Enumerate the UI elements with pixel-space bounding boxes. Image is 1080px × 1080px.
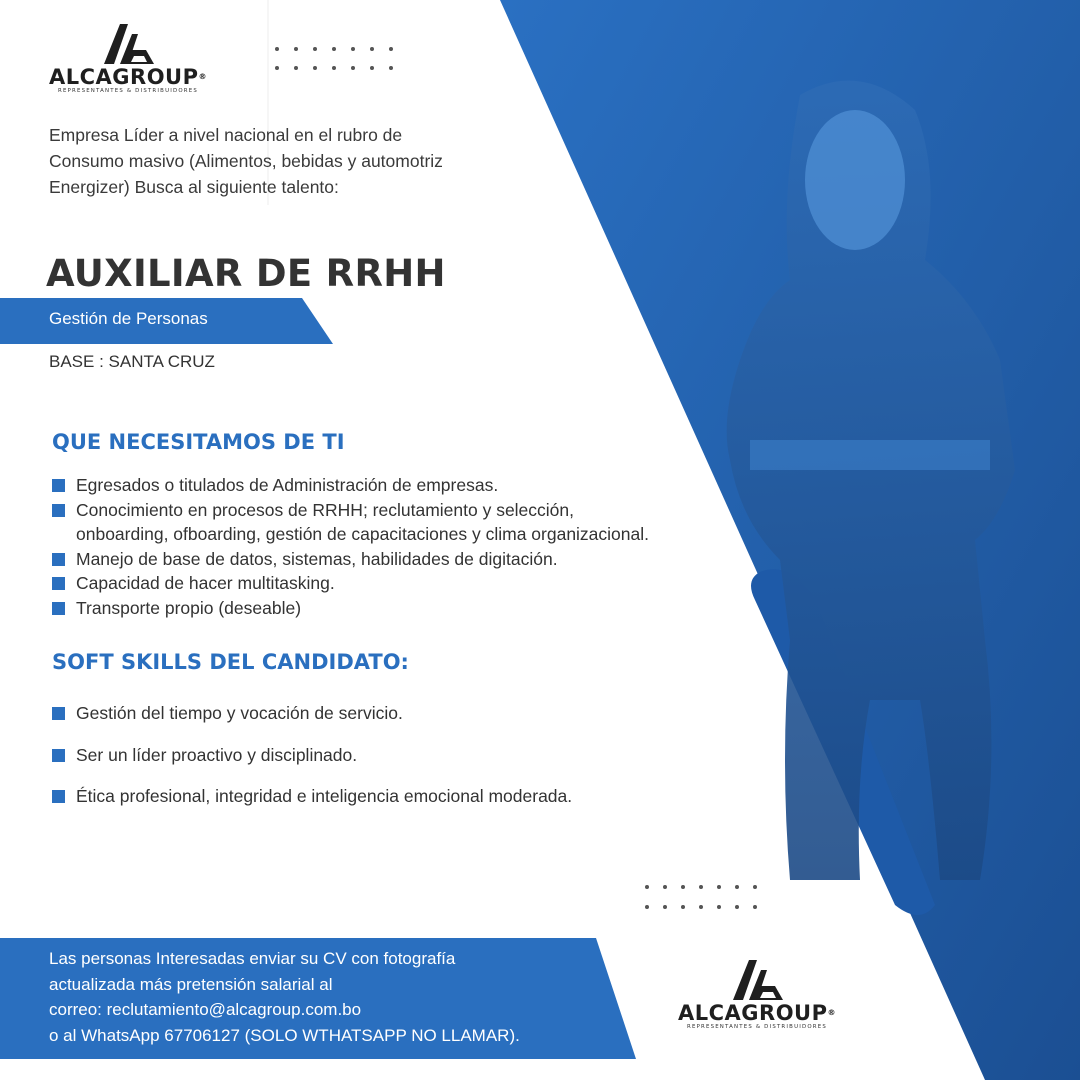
job-area: Gestión de Personas: [49, 309, 208, 328]
list-item: Conocimiento en procesos de RRHH; reclutamiento y selección, onboarding, ofboarding, gestión de capacitaciones y clima organizacional.: [52, 498, 752, 547]
bullet-square: [52, 479, 65, 492]
bullet-square: [52, 707, 65, 720]
dot-pattern-top: [275, 47, 393, 70]
footer-line: actualizada más pretensión salarial al: [49, 974, 333, 994]
alcagroup-logo-icon: [98, 20, 158, 66]
soft-skills-list: [52, 701, 752, 826]
intro-line: Energizer) Busca al siguiente talento:: [49, 177, 339, 197]
logo-top: [38, 20, 218, 94]
bullet-square: [52, 790, 65, 803]
logo-tagline: REPRESENTANTES & DISTRIBUIDORES: [687, 1024, 827, 1030]
bullet-square: [52, 749, 65, 762]
requirements-heading: QUE NECESITAMOS DE TI: [52, 430, 345, 454]
bullet-square: [52, 504, 65, 517]
footer-whatsapp: o al WhatsApp 67706127 (SOLO WTHATSAPP NO LLAMAR).: [49, 1025, 520, 1045]
logo-name: ALCAGROUP®: [677, 1001, 836, 1025]
intro-line: Empresa Líder a nivel nacional en el rubro de: [49, 125, 403, 145]
intro-line: Consumo masivo (Alimentos, bebidas y automotriz: [49, 151, 443, 171]
application-instructions: [49, 946, 609, 1048]
bullet-square: [52, 553, 65, 566]
logo-tagline: REPRESENTANTES & DISTRIBUIDORES: [58, 88, 198, 94]
list-item: Ser un líder proactivo y disciplinado.: [52, 743, 752, 767]
logo-name: ALCAGROUP®: [48, 65, 207, 89]
list-item: Manejo de base de datos, sistemas, habilidades de digitación.: [52, 547, 752, 572]
footer-line: Las personas Interesadas enviar su CV con fotografía: [49, 949, 456, 968]
job-base: BASE : SANTA CRUZ: [49, 352, 215, 371]
footer-email: correo: reclutamiento@alcagroup.com.bo: [49, 1000, 362, 1019]
list-item: Transporte propio (deseable): [52, 596, 752, 621]
list-item: Capacidad de hacer multitasking.: [52, 571, 752, 596]
list-item: Ética profesional, integridad e inteligencia emocional moderada.: [52, 784, 752, 808]
alcagroup-logo-icon: [727, 956, 787, 1002]
list-item: Gestión del tiempo y vocación de servicio.: [52, 701, 752, 725]
dot-pattern-bottom: [645, 885, 757, 909]
company-intro: [49, 122, 519, 200]
requirements-list: [52, 473, 752, 620]
job-title: AUXILIAR DE RRHH: [46, 252, 446, 295]
logo-bottom: [667, 956, 847, 1030]
list-item: Egresados o titulados de Administración de empresas.: [52, 473, 752, 498]
bullet-square: [52, 602, 65, 615]
soft-skills-heading: SOFT SKILLS DEL CANDIDATO:: [52, 650, 409, 674]
bullet-square: [52, 577, 65, 590]
